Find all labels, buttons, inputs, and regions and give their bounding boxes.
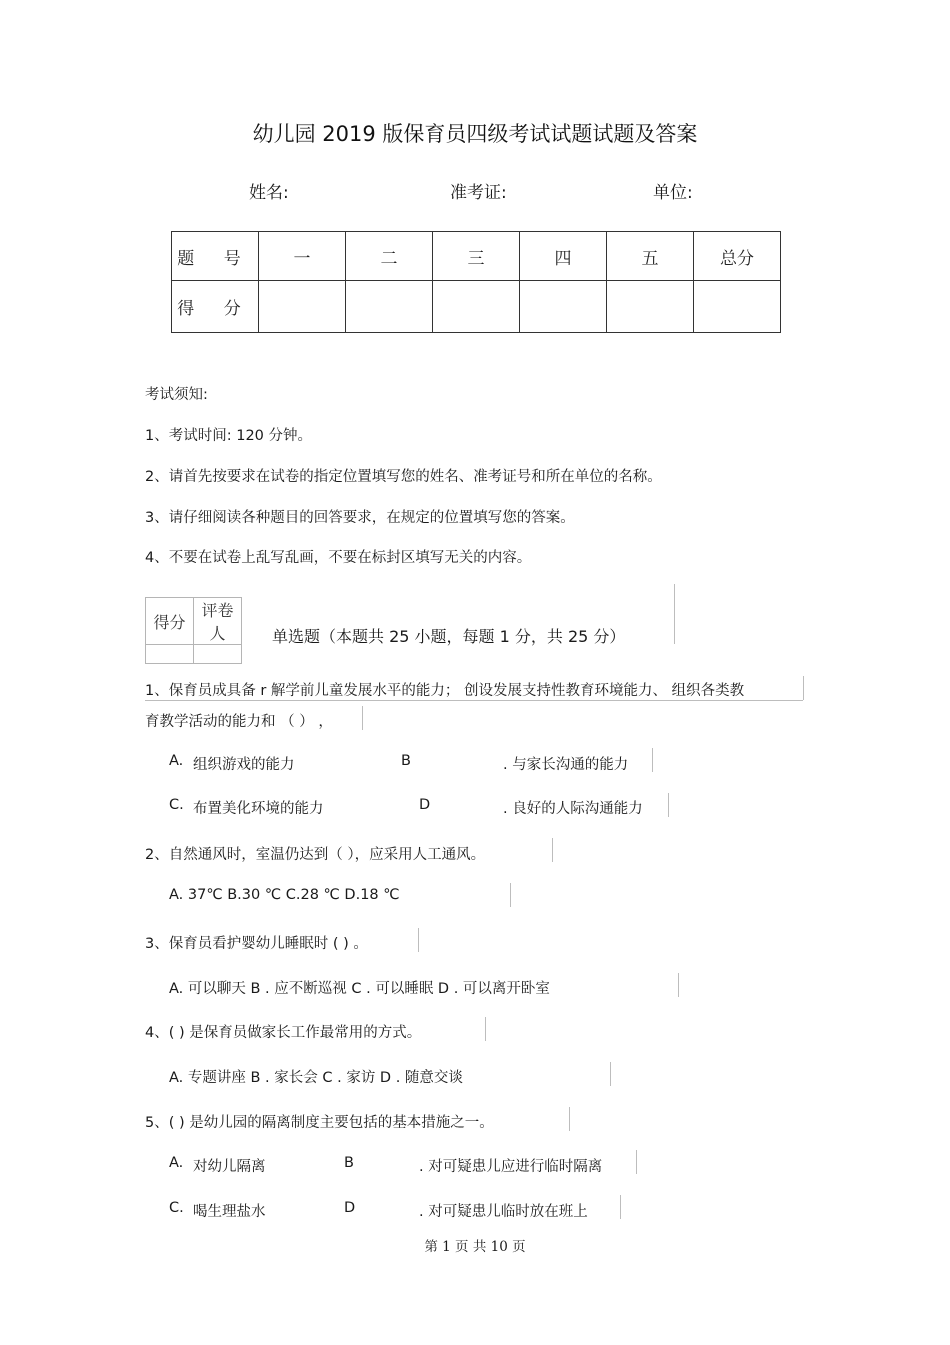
divider: [485, 1017, 486, 1041]
option-text: . 与家长沟通的能力: [503, 757, 629, 773]
option-letter: B: [344, 1155, 354, 1171]
question-1-stem-continued: 育教学活动的能力和 （ ） ，: [145, 714, 333, 730]
grader-score-label: 得分: [146, 598, 194, 645]
score-cell-2[interactable]: [346, 281, 433, 333]
question-2-stem: 2、自然通风时，室温仍达到（ ），应采用人工通风。: [145, 847, 486, 863]
column-2: 二: [346, 232, 433, 281]
score-table-score-row: [172, 281, 781, 333]
option-letter: D: [419, 797, 431, 813]
option-letter: A.: [169, 753, 184, 769]
notice-item: 2、请首先按要求在试卷的指定位置填写您的姓名、准考证号和所在单位的名称。: [145, 469, 662, 485]
column-total: 总分: [694, 232, 781, 281]
option-letter: D: [344, 1200, 356, 1216]
option-letter: B: [401, 753, 411, 769]
option-letter: C.: [169, 1200, 184, 1216]
score-cell-3[interactable]: [433, 281, 520, 333]
option-text: . 良好的人际沟通能力: [503, 801, 643, 817]
notice-heading: 考试须知:: [145, 387, 208, 403]
question-4-stem: 4、( ) 是保育员做家长工作最常用的方式。: [145, 1025, 422, 1041]
notice-item: 4、不要在试卷上乱写乱画，不要在标封区填写无关的内容。: [145, 550, 532, 566]
column-4: 四: [520, 232, 607, 281]
notice-item: 3、请仔细阅读各种题目的回答要求，在规定的位置填写您的答案。: [145, 510, 575, 526]
grader-score-cell[interactable]: [146, 645, 194, 664]
divider: [674, 584, 675, 644]
unit-label: 单位:: [653, 183, 693, 203]
option-text: . 对可疑患儿临时放在班上: [419, 1204, 588, 1220]
document-title: 幼儿园 2019 版保育员四级考试试题试题及答案: [252, 122, 698, 146]
divider: [362, 706, 363, 730]
option-text: . 对可疑患儿应进行临时隔离: [419, 1159, 603, 1175]
question-5-stem: 5、( ) 是幼儿园的隔离制度主要包括的基本措施之一。: [145, 1115, 494, 1131]
divider: [569, 1107, 570, 1131]
option-letter: C.: [169, 797, 184, 813]
divider: [418, 928, 419, 952]
notice-item: 1、考试时间: 120 分钟。: [145, 428, 313, 444]
option-text: 对幼儿隔离: [193, 1159, 266, 1175]
score-cell-5[interactable]: [607, 281, 694, 333]
divider: [510, 883, 511, 907]
column-5: 五: [607, 232, 694, 281]
column-3: 三: [433, 232, 520, 281]
option-text: 布置美化环境的能力: [193, 801, 324, 817]
score-table: [171, 231, 781, 333]
divider: [610, 1062, 611, 1086]
divider: [636, 1150, 637, 1174]
question-1-stem: 1、保育员成具备 r 解学前儿童发展水平的能力； 创设发展支持性教育环境能力、 组织各类教: [145, 683, 745, 699]
option-text: 喝生理盐水: [193, 1204, 266, 1220]
option-text: 组织游戏的能力: [193, 757, 295, 773]
grader-name-cell[interactable]: [194, 645, 242, 664]
score-cell-total[interactable]: [694, 281, 781, 333]
page-number: 第 1 页 共 10 页: [424, 1239, 526, 1255]
divider: [620, 1195, 621, 1219]
question-3-options: A. 可以聊天 B . 应不断巡视 C . 可以睡眠 D . 可以离开卧室: [169, 981, 550, 997]
divider: [678, 973, 679, 997]
column-1: 一: [259, 232, 346, 281]
exam-number-label: 准考证:: [450, 183, 507, 203]
grader-name-label: 评卷人: [194, 598, 242, 645]
score-cell-4[interactable]: [520, 281, 607, 333]
divider: [145, 700, 803, 701]
score-cell-1[interactable]: [259, 281, 346, 333]
divider: [652, 748, 653, 772]
grader-box: [145, 597, 242, 664]
divider: [552, 838, 553, 862]
question-2-options: A. 37℃ B.30 ℃ C.28 ℃ D.18 ℃: [169, 887, 400, 903]
section-title: 单选题（本题共 25 小题，每题 1 分，共 25 分）: [272, 627, 626, 646]
score-table-header-row: [172, 232, 781, 281]
question-3-stem: 3、保育员看护婴幼儿睡眠时 ( ) 。: [145, 936, 368, 952]
divider: [803, 676, 804, 700]
question-4-options: A. 专题讲座 B . 家长会 C . 家访 D . 随意交谈: [169, 1070, 463, 1086]
name-label: 姓名:: [249, 183, 289, 203]
score-label: 得 分: [172, 281, 259, 333]
question-number-label: 题 号: [172, 232, 259, 281]
option-letter: A.: [169, 1155, 184, 1171]
divider: [668, 793, 669, 817]
